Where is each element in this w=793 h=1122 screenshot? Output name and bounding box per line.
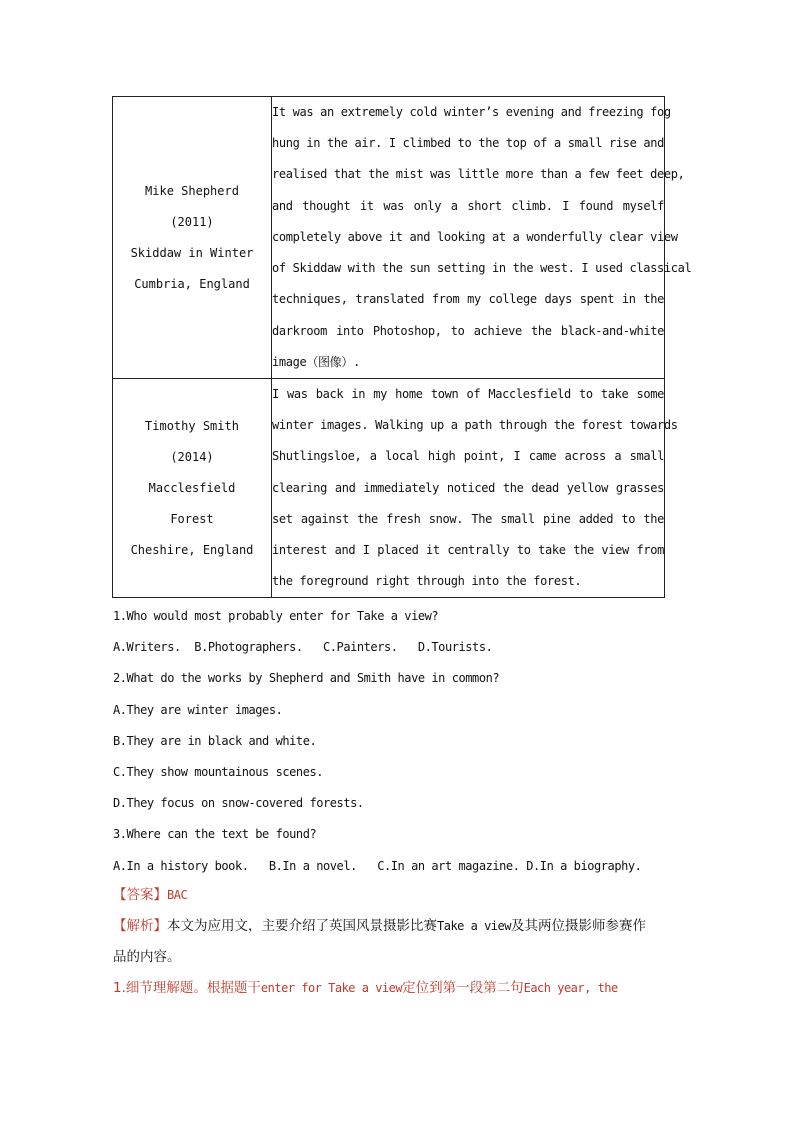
description-line: clearing and immediately noticed the dead yellow grasses [272,480,664,495]
question-3-options: A.In a history book. B.In a novel. C.In an art magazine. D.In a biography. [113,858,642,873]
analysis-text: 本文为应用文，主要介绍了英国风景摄影比赛 [167,918,437,934]
photo-title: Forest [170,511,214,526]
description-line: realised that the mist was little more than a few feet deep, [272,167,685,182]
photo-year: (2014) [170,449,214,464]
table-row [113,379,665,598]
description-line: techniques, translated from my college days spent in the [272,292,664,307]
question-1-options: A.Writers. B.Photographers. C.Painters. D.Tourists. [113,640,493,655]
analysis-line [113,911,678,942]
photo-title: Skiddaw in Winter [130,245,254,260]
photographer-name: Mike Shepherd [145,183,239,198]
answer-analysis-section [113,880,678,1004]
credit-cell [113,379,272,598]
analysis-text: 品的内容。 [113,949,181,965]
analysis-text: 定位到第一段第二句 [402,980,524,996]
analysis-text: Each year, the [523,981,618,995]
credit-cell [113,97,272,379]
question-3: 3.Where can the text be found? [113,827,317,842]
description-cell [272,379,678,598]
description-line: of Skiddaw with the sun setting in the west. I used classical [272,261,692,276]
photo-title: Macclesfield [148,480,236,495]
analysis-line [113,942,678,973]
entries-table [112,96,692,598]
table-row [113,97,665,379]
answer-value: BAC [167,888,188,902]
question-1: 1.Who would most probably enter for Take a view? [113,609,439,623]
photographer-name: Timothy Smith [145,418,239,433]
description-line: Shutlingsloe, a local high point, I came across a small [272,449,664,464]
question-2-option-c: C.They show mountainous scenes. [113,764,324,779]
analysis-text: 及其两位摄影师参赛作 [510,918,646,934]
analysis-text: Take a view [437,919,511,933]
description-line: image（图像）. [272,354,360,369]
description-line: the foreground right through into the forest. [272,574,582,589]
description-line: interest and I placed it centrally to take the view from [272,543,664,558]
description-line: I was back in my home town of Macclesfield to take some [272,387,664,401]
photo-year: (2011) [170,214,214,229]
question-2-option-a: A.They are winter images. [113,702,283,717]
questions-section [113,601,683,882]
description-line: winter images. Walking up a path through the forest towards [272,418,678,433]
photo-location: Cumbria, England [134,276,250,291]
analysis-line [113,973,678,1004]
analysis-text: 1.细节理解题。根据题干 [113,980,261,996]
answer-label: 【答案】 [113,887,167,903]
description-line: hung in the air. I climbed to the top of a small rise and [272,136,664,151]
description-line: completely above it and looking at a wonderfully clear view [272,229,678,244]
photo-location: Cheshire, England [130,542,254,557]
question-2-option-b: B.They are in black and white. [113,733,317,748]
description-line: set against the fresh snow. The small pine added to the [272,511,664,526]
analysis-text: enter for Take a view [260,981,403,995]
description-line: It was an extremely cold winter’s evening and freezing fog [272,105,671,120]
description-line: and thought it was only a short climb. I found myself [272,198,664,213]
answer-line [113,880,678,911]
analysis-label: 【解析】 [113,918,167,934]
description-cell [272,97,692,379]
question-2-option-d: D.They focus on snow-covered forests. [113,796,364,811]
description-line: darkroom into Photoshop, to achieve the black-and-white [272,323,664,338]
question-2: 2.What do the works by Shepherd and Smith have in common? [113,671,500,686]
